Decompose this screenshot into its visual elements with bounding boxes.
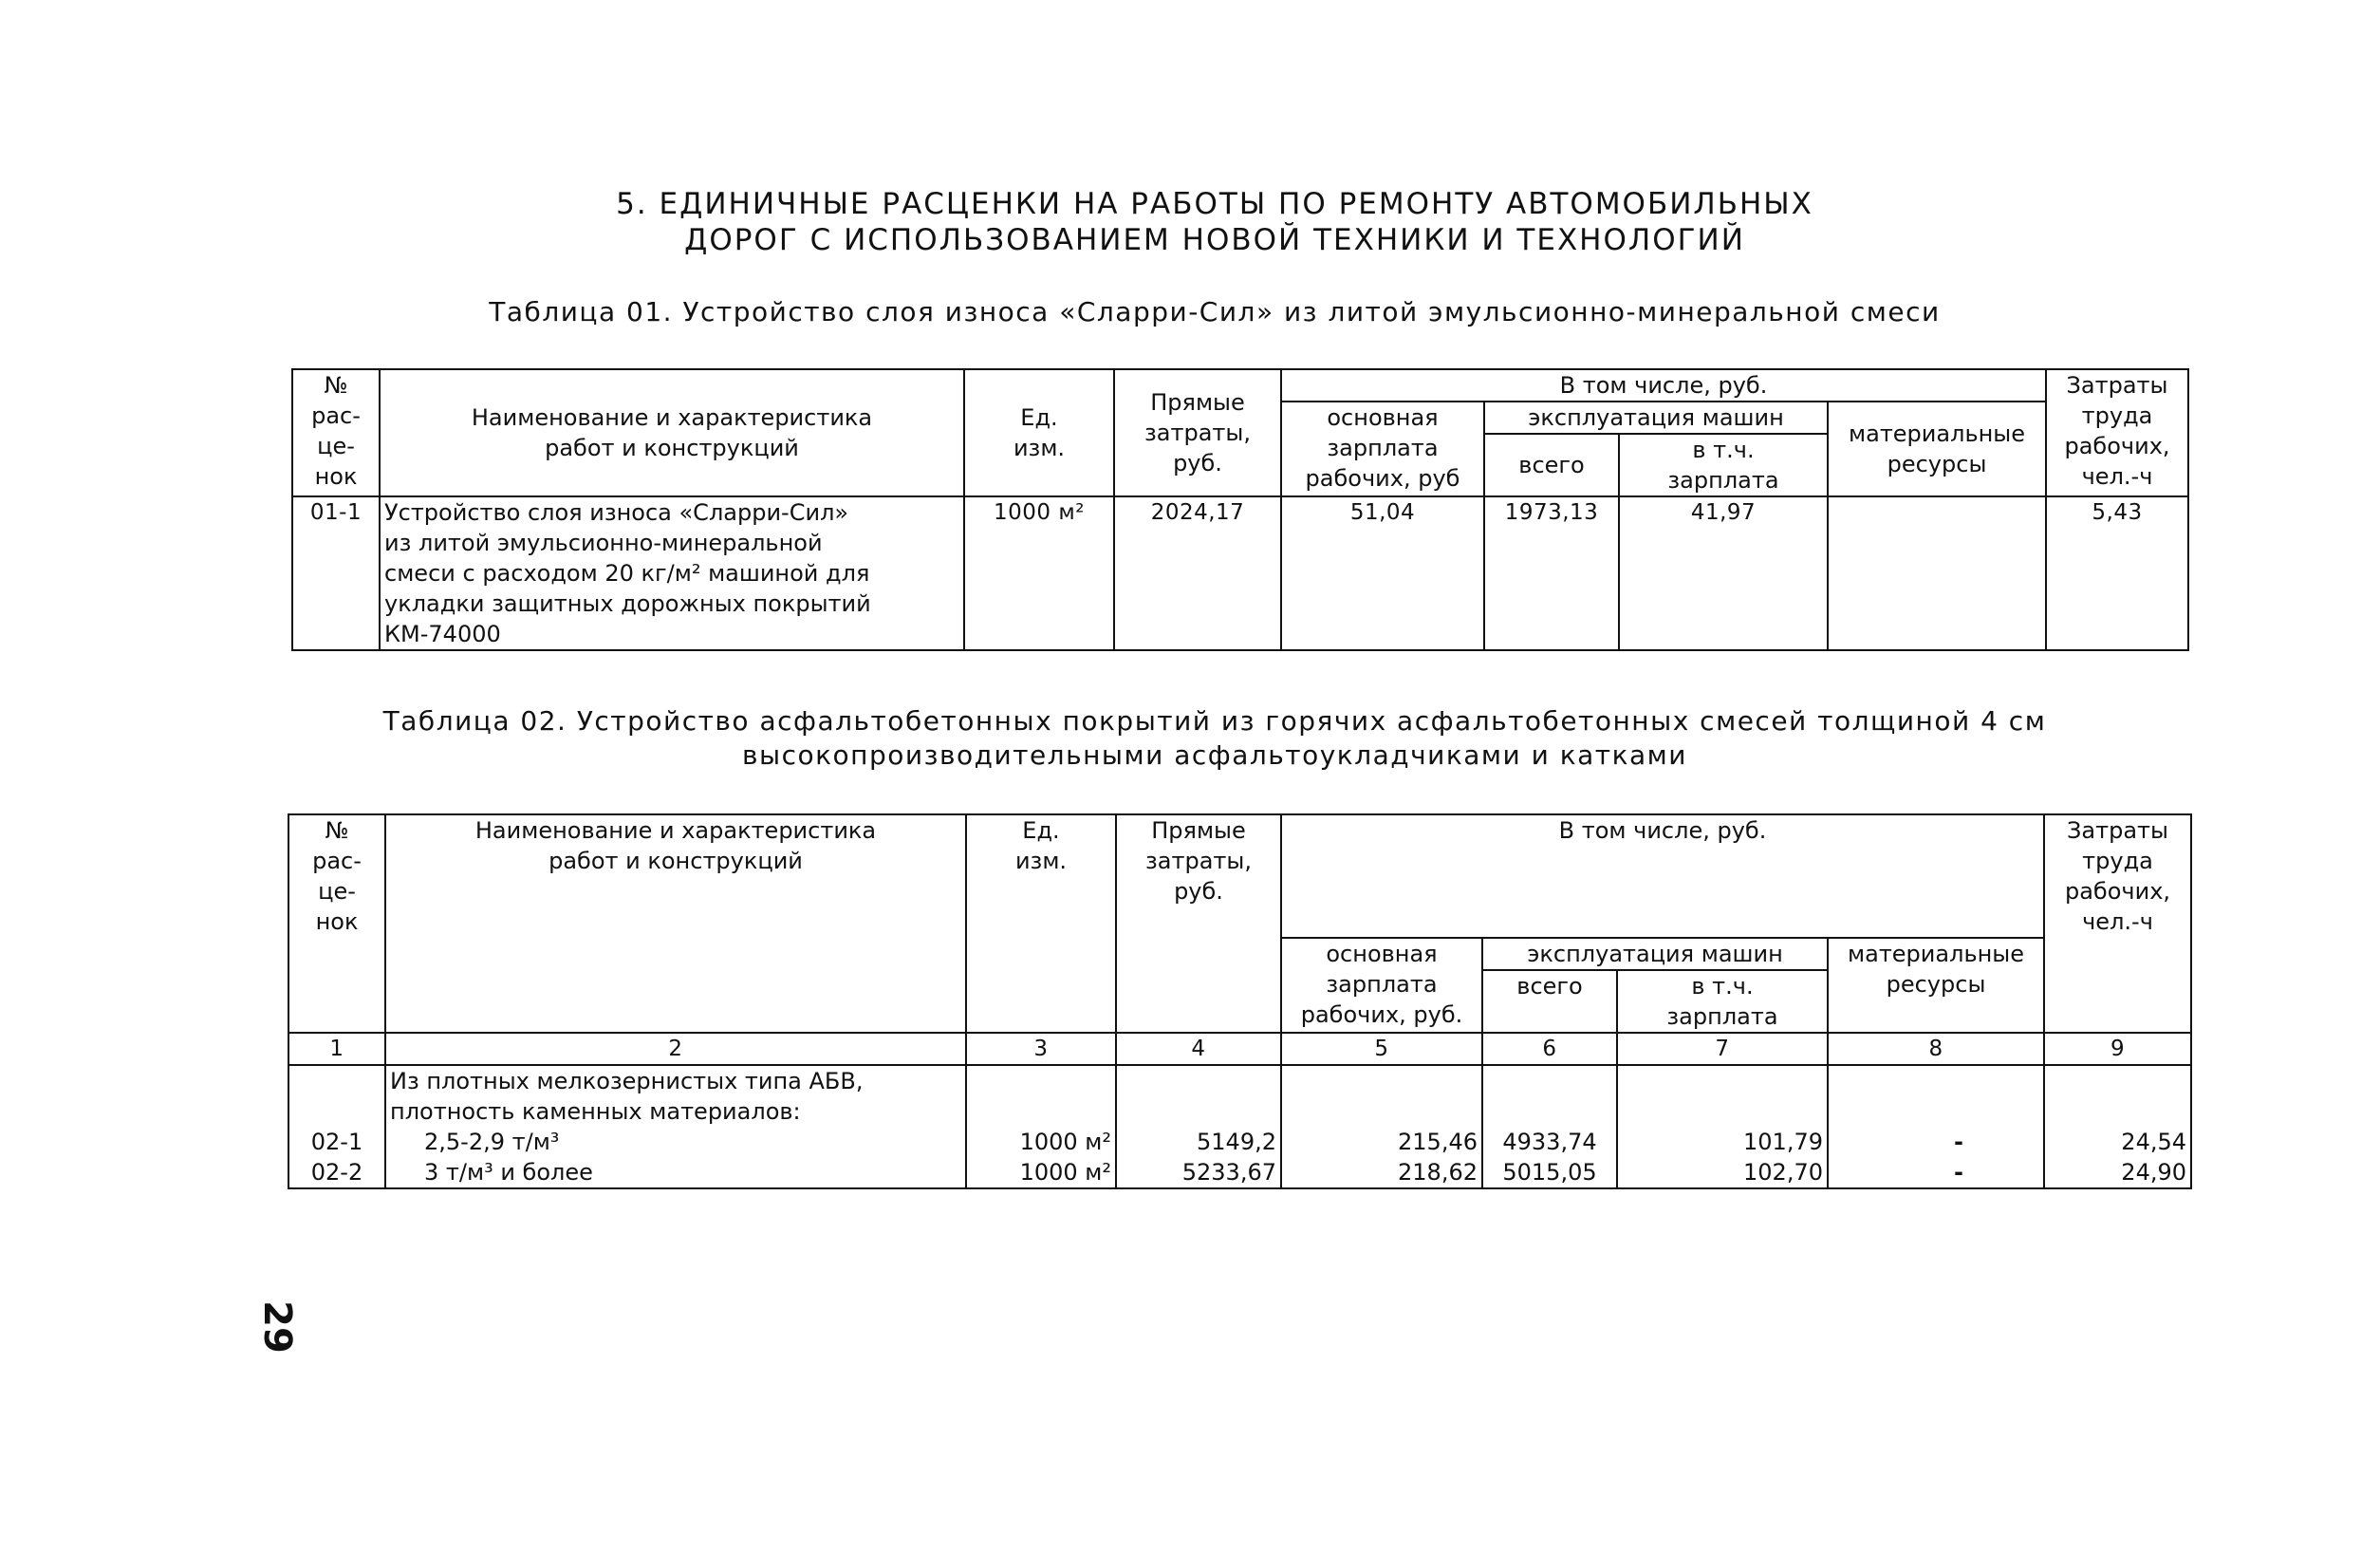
header-text: чел.-ч	[2082, 908, 2153, 935]
materials: -	[1954, 1159, 1964, 1186]
machines-total: 5015,05	[1502, 1159, 1597, 1186]
header-text: зарплата	[1666, 1003, 1778, 1030]
table-02-caption	[285, 704, 2145, 773]
header-text: Затраты	[2066, 372, 2168, 399]
labor-costs: 24,90	[2121, 1159, 2187, 1186]
header-rate-number	[292, 369, 380, 496]
header-text: рабочих,	[2064, 878, 2171, 905]
header-text: Прямые	[1151, 817, 1246, 844]
direct-costs: 5149,2	[1197, 1129, 1276, 1155]
header-text: зарплата	[1327, 435, 1439, 461]
header-text: Ед.	[1020, 404, 1058, 431]
unit: 1000 м²	[964, 496, 1114, 650]
column-number: 8	[1828, 1033, 2044, 1065]
header-text: затраты,	[1145, 848, 1252, 874]
header-text: рабочих, руб	[1305, 465, 1460, 492]
header-text: нок	[314, 463, 358, 490]
work-name-line: смеси с расходом 20 кг/м² машиной для	[384, 560, 870, 587]
header-text: ресурсы	[1887, 451, 1987, 477]
page-number: 29	[255, 1300, 299, 1354]
header-text: рабочих,	[2064, 433, 2170, 459]
section-title-line-1: 5. ЕДИНИЧНЫЕ РАСЦЕНКИ НА РАБОТЫ ПО РЕМОНТУ АВТОМОБИЛЬНЫХ	[616, 187, 1813, 221]
machines-wage: 102,70	[1743, 1159, 1823, 1186]
header-text: це-	[317, 433, 355, 459]
group-label-line: плотность каменных материалов:	[390, 1098, 801, 1125]
work-name-line: КМ-74000	[384, 621, 501, 647]
work-name	[380, 496, 964, 650]
header-base-wage	[1281, 402, 1484, 496]
header-text: рабочих, руб.	[1300, 1001, 1463, 1028]
header-text: материальные	[1849, 420, 2025, 447]
column-number: 3	[966, 1033, 1116, 1065]
unit: 1000 м²	[1019, 1129, 1111, 1155]
unit: 1000 м²	[1019, 1159, 1111, 1186]
column-number: 2	[385, 1033, 966, 1065]
section-title-line-2: ДОРОГ С ИСПОЛЬЗОВАНИЕМ НОВОЙ ТЕХНИКИ И ТЕХНОЛОГИЙ	[684, 223, 1745, 257]
work-name-line: 3 т/м³ и более	[424, 1159, 593, 1186]
base-wage: 215,46	[1398, 1129, 1478, 1155]
table-02-caption-line-1: Таблица 02. Устройство асфальтобетонных покрытий из горячих асфальтобетонных смесей толщиной 4 см	[382, 705, 2047, 737]
header-text: нок	[315, 908, 359, 935]
header-labor-costs	[2046, 369, 2188, 496]
header-base-wage	[1281, 938, 1482, 1033]
header-unit	[964, 369, 1114, 496]
column-number: 7	[1617, 1033, 1828, 1065]
rate-code: 02-1	[310, 1129, 363, 1155]
header-text: труда	[2082, 848, 2153, 874]
table-01-caption: Таблица 01. Устройство слоя износа «Сларри-Сил» из литой эмульсионно-минеральной смеси	[489, 296, 1941, 327]
header-text: №	[324, 372, 348, 399]
table-row	[288, 1065, 2191, 1188]
header-text: ресурсы	[1886, 971, 1986, 998]
rate-code: 02-2	[310, 1159, 363, 1186]
header-text: зарплата	[1667, 467, 1779, 494]
column-number: 6	[1482, 1033, 1617, 1065]
rate-code-cell	[288, 1065, 385, 1188]
header-text: Прямые	[1150, 389, 1245, 416]
work-name	[385, 1065, 966, 1188]
unit-cell	[966, 1065, 1116, 1188]
base-wage: 51,04	[1281, 496, 1484, 650]
table-row	[292, 496, 2188, 650]
table-01	[291, 368, 2189, 651]
header-work-name	[385, 814, 966, 1033]
machines-wage: 101,79	[1743, 1129, 1823, 1155]
header-text: Наименование и характеристика	[471, 404, 873, 431]
base-wage-cell	[1281, 1065, 1482, 1188]
header-machine-operation: эксплуатация машин	[1484, 402, 1828, 434]
header-text: основная	[1327, 404, 1439, 431]
header-text: затраты,	[1144, 420, 1251, 446]
header-text: рас-	[311, 402, 361, 429]
machines-wage-cell	[1617, 1065, 1828, 1188]
column-number: 4	[1116, 1033, 1281, 1065]
work-name-line: Устройство слоя износа «Сларри-Сил»	[384, 499, 849, 526]
table-02-caption-line-2: высокопроизводительными асфальтоукладчиками и катками	[741, 739, 1688, 771]
header-text: №	[325, 817, 349, 844]
header-text: труда	[2081, 402, 2153, 429]
materials: -	[1954, 1129, 1964, 1155]
header-machines-total: всего	[1482, 970, 1617, 1033]
header-direct-costs	[1114, 369, 1281, 496]
header-direct-costs	[1116, 814, 1281, 1033]
header-rate-number	[288, 814, 385, 1033]
machines-total-cell	[1482, 1065, 1617, 1188]
direct-costs: 5233,67	[1181, 1159, 1276, 1186]
table-01-header-row-1	[292, 369, 2188, 402]
header-text: чел.-ч	[2081, 463, 2153, 490]
header-text: изм.	[1014, 848, 1068, 874]
materials-cell	[1828, 1065, 2044, 1188]
header-text: основная	[1326, 941, 1438, 967]
header-text: руб.	[1174, 878, 1223, 905]
header-unit	[966, 814, 1116, 1033]
header-text: работ и конструкций	[545, 435, 799, 461]
direct-costs-cell	[1116, 1065, 1281, 1188]
header-text: материальные	[1848, 941, 2024, 967]
header-text: рас-	[312, 848, 362, 874]
header-text: Ед.	[1022, 817, 1060, 844]
group-label-line: Из плотных мелкозернистых типа АБВ,	[390, 1068, 864, 1094]
rate-code: 01-1	[292, 496, 380, 650]
header-text: Наименование и характеристика	[474, 817, 877, 844]
header-machines-total: всего	[1484, 434, 1619, 496]
header-materials	[1828, 402, 2046, 496]
labor-costs-cell	[2044, 1065, 2191, 1188]
header-including: В том числе, руб.	[1281, 369, 2046, 402]
machines-wage: 41,97	[1619, 496, 1828, 650]
materials	[1828, 496, 2046, 650]
header-text: це-	[318, 878, 356, 905]
header-text: зарплата	[1326, 971, 1438, 998]
work-name-line: 2,5-2,9 т/м³	[424, 1129, 560, 1155]
header-machines-wage	[1619, 434, 1828, 496]
table-02-header-row-1	[288, 814, 2191, 938]
labor-costs: 24,54	[2121, 1129, 2187, 1155]
header-including: В том числе, руб.	[1281, 814, 2044, 938]
work-name-line: из литой эмульсионно-минеральной	[384, 530, 823, 556]
column-number: 9	[2044, 1033, 2191, 1065]
machines-total: 4933,74	[1502, 1129, 1597, 1155]
column-number: 5	[1281, 1033, 1482, 1065]
header-materials	[1828, 938, 2044, 1033]
work-name-line: укладки защитных дорожных покрытий	[384, 590, 871, 617]
machines-total: 1973,13	[1484, 496, 1619, 650]
section-title	[285, 186, 2145, 258]
header-machines-wage	[1617, 970, 1828, 1033]
labor-costs: 5,43	[2046, 496, 2188, 650]
column-number: 1	[288, 1033, 385, 1065]
table-02	[288, 813, 2192, 1189]
direct-costs: 2024,17	[1114, 496, 1281, 650]
header-text: изм.	[1013, 435, 1066, 461]
column-numbers-row	[288, 1033, 2191, 1065]
header-text: Затраты	[2067, 817, 2168, 844]
header-text: работ и конструкций	[549, 848, 803, 874]
header-machine-operation: эксплуатация машин	[1482, 938, 1828, 970]
header-text: в т.ч.	[1692, 437, 1755, 463]
header-text: руб.	[1173, 450, 1222, 477]
base-wage: 218,62	[1398, 1159, 1478, 1186]
header-work-name	[380, 369, 964, 496]
header-text: в т.ч.	[1691, 973, 1754, 1000]
header-labor-costs	[2044, 814, 2191, 1033]
